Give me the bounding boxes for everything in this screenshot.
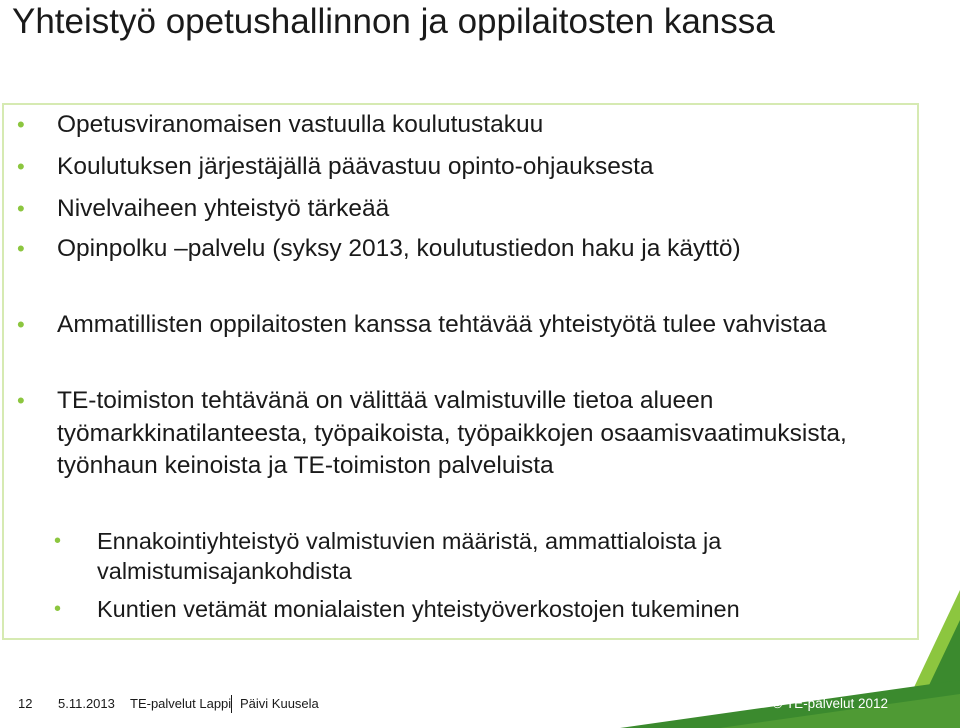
footer-date: 5.11.2013: [58, 696, 115, 711]
footer-page-number: 12: [18, 696, 33, 711]
bullet-dot-icon: •: [17, 154, 25, 179]
bullet-dot-icon: •: [54, 530, 62, 552]
bullet-text: Opetusviranomaisen vastuulla koulutustakuu: [57, 111, 544, 138]
bullet-text: Ammatillisten oppilaitosten kanssa tehtävää yhteistyötä tulee vahvistaa: [57, 311, 827, 338]
bullet-dot-icon: •: [17, 196, 25, 221]
bullet-text: Opinpolku –palvelu (syksy 2013, koulutustiedon haku ja käyttö): [57, 235, 741, 262]
bullet-dot-icon: •: [17, 112, 25, 137]
bullet-dot-icon: •: [17, 236, 25, 261]
footer-author: Päivi Kuusela: [240, 696, 319, 711]
bullet-text: Koulutuksen järjestäjällä päävastuu opinto-ohjauksesta: [57, 153, 654, 180]
footer-separator: [231, 695, 232, 713]
footer-organization: TE-palvelut Lappi: [130, 696, 232, 711]
bullet-dot-icon: •: [54, 598, 62, 620]
sub-bullet-text: Ennakointiyhteistyö valmistuvien määristä, ammattialoista ja valmistumisajankohdista: [97, 528, 722, 584]
footer-copyright: © TE-palvelut 2012: [772, 696, 888, 711]
bullet-dot-icon: •: [17, 312, 25, 337]
bullet-text: Nivelvaiheen yhteistyö tärkeää: [57, 195, 390, 222]
sub-bullet-text: Kuntien vetämät monialaisten yhteistyöverkostojen tukeminen: [97, 596, 740, 622]
slide-title: Yhteistyö opetushallinnon ja oppilaitosten kanssa: [12, 2, 775, 41]
bullet-text: TE-toimiston tehtävänä on välittää valmistuville tietoa alueen työmarkkinatilanteesta, työpaikoista, työpaikkojen osaamisvaatimuksista, työnhaun keinoista ja TE-toimiston palveluista: [57, 387, 847, 479]
bullet-dot-icon: •: [17, 388, 25, 413]
